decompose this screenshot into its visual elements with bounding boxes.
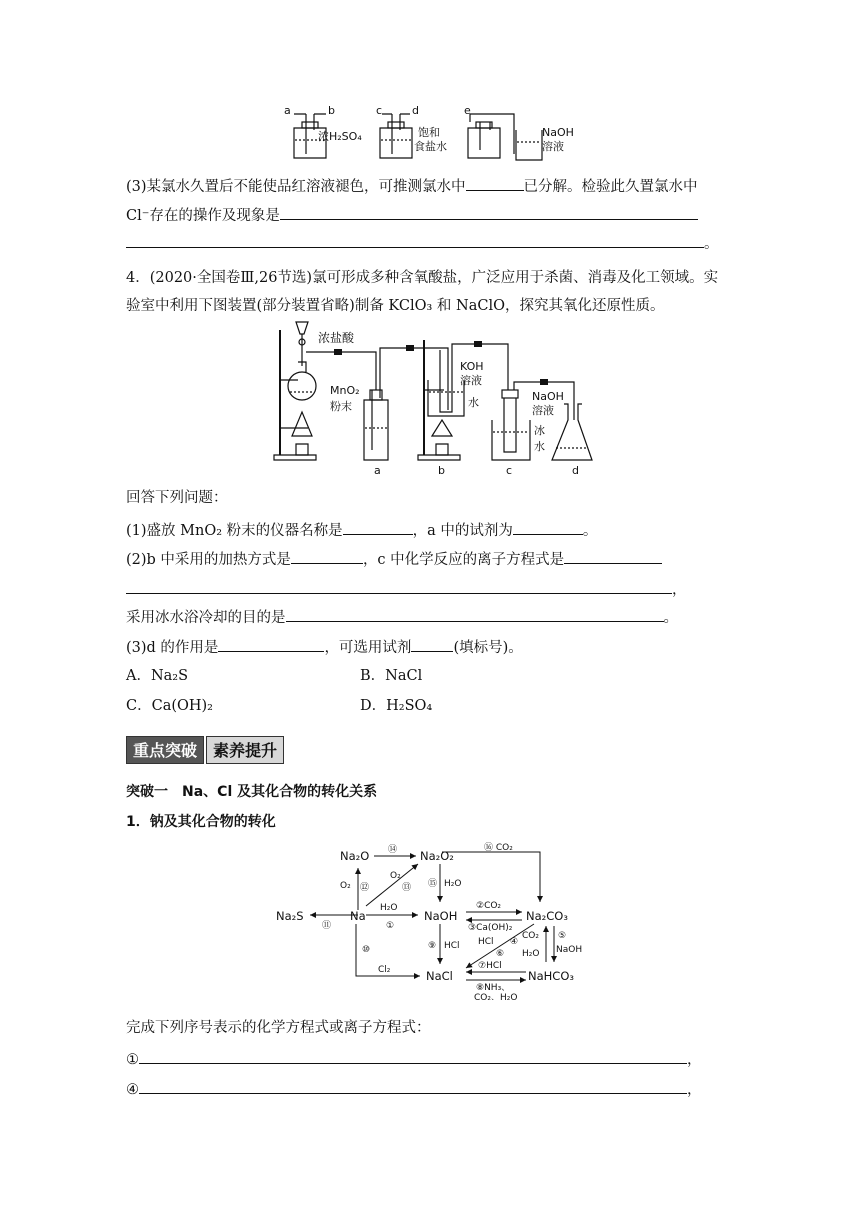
- sch-nacl: NaCl: [426, 969, 453, 983]
- banner-left: 重点突破: [126, 736, 204, 764]
- q4-option-c[interactable]: C．Ca(OH)₂: [126, 698, 213, 714]
- q3-line2: [126, 204, 698, 226]
- sch-r6: ⑥: [496, 949, 505, 959]
- fig-mno2-1: MnO₂: [330, 384, 360, 397]
- sch-r8: ⑧NH₃、: [476, 983, 511, 993]
- sch-r16: ⑯ CO₂: [484, 843, 513, 853]
- sch-na: Na: [350, 909, 366, 923]
- q4-apparatus-figure: [268, 320, 608, 478]
- q3-blank-3[interactable]: [126, 232, 704, 248]
- top-label-e: e: [464, 104, 471, 117]
- q4-p1-c: 。: [582, 523, 598, 539]
- sch-r15: ⑮: [428, 879, 438, 889]
- eq4-comma: ，: [687, 1082, 702, 1098]
- sch-r2: ②CO₂: [476, 901, 502, 911]
- sch-r11: ⑪: [322, 921, 332, 931]
- q4-option-a[interactable]: A．Na₂S: [126, 668, 189, 684]
- top-label-a: a: [284, 104, 291, 117]
- sch-hcl-b: HCl: [478, 937, 494, 947]
- top-label-b: b: [328, 104, 335, 117]
- eq4-label: ④: [126, 1082, 139, 1098]
- sch-naoh: NaOH: [424, 909, 458, 923]
- fig-label-b: b: [438, 464, 445, 477]
- q4-p3: [126, 636, 523, 658]
- q4-line1: 4．(2020·全国卷Ⅲ,26节选)氯可形成多种含氧酸盐，广泛应用于杀菌、消毒及化工领域。实: [126, 270, 719, 286]
- q3-blank-2[interactable]: [280, 204, 698, 220]
- q3-end: 。: [704, 236, 719, 252]
- q4-p1-a: (1)盛放 MnO₂ 粉末的仪器名称是: [126, 523, 343, 539]
- subsection-title: 1．钠及其化合物的转化: [126, 814, 276, 830]
- sch-r1: ①: [386, 921, 395, 931]
- sch-r8b: CO₂、H₂O: [474, 993, 518, 1000]
- top-sat-salt-2: 食盐水: [414, 140, 447, 153]
- sch-r3: ③Ca(OH)₂: [468, 923, 513, 933]
- sodium-conversion-scheme: [270, 840, 600, 1000]
- fig-koh-1: KOH: [460, 360, 484, 373]
- fig-mno2-2: 粉末: [330, 400, 352, 413]
- eq1-blank[interactable]: [139, 1048, 687, 1064]
- top-apparatus-figure: [280, 100, 600, 166]
- fig-label-c: c: [506, 464, 513, 477]
- q4-p2-b: ，c 中化学反应的离子方程式是: [362, 552, 565, 568]
- sch-r13: ⑬: [402, 883, 412, 893]
- sch-h2o-b: H₂O: [444, 879, 462, 889]
- sch-o2a: O₂: [340, 881, 351, 891]
- sch-r9: ⑨: [428, 941, 437, 951]
- eq1-comma: ，: [687, 1052, 702, 1068]
- sch-r4: ④: [510, 937, 519, 947]
- sch-na2o: Na₂O: [340, 849, 370, 863]
- q4-p1-blank-2[interactable]: [513, 519, 583, 535]
- banner-right: 素养提升: [206, 736, 284, 764]
- q4-p2-e: 。: [663, 610, 678, 626]
- q3-text-a: (3)某氯水久置后不能使品红溶液褪色，可推测氯水中: [126, 179, 466, 195]
- q4-p2-blank-3[interactable]: [126, 578, 672, 594]
- sch-hcl-a: HCl: [444, 941, 460, 951]
- sch-r5: ⑤: [558, 931, 567, 941]
- q4-answer-intro: 回答下列问题：: [126, 490, 228, 506]
- sch-na2o2: Na₂O₂: [420, 849, 454, 863]
- q3-blank-1[interactable]: [466, 175, 524, 191]
- q4-p3-b: ，可选用试剂: [324, 640, 412, 656]
- fig-label-a: a: [374, 464, 381, 477]
- sch-r10: ⑩: [362, 945, 371, 955]
- fig-conc-hcl: 浓盐酸: [318, 331, 355, 345]
- eq1-line: [126, 1048, 702, 1070]
- q4-p3-blank-1[interactable]: [218, 636, 324, 652]
- fig-ice-1: 冰: [534, 424, 545, 437]
- q4-p1-b: ，a 中的试剂为: [412, 523, 513, 539]
- sch-r7: ⑦HCl: [478, 961, 502, 971]
- q4-p2: [126, 548, 662, 570]
- q3-text-b: 已分解。检验此久置氯水中: [523, 179, 698, 195]
- q4-p2-blank-1[interactable]: [291, 548, 363, 564]
- q4-p3-a: (3)d 的作用是: [126, 640, 219, 656]
- fig-naoh-2: 溶液: [532, 404, 554, 417]
- eq1-label: ①: [126, 1052, 139, 1068]
- q3-text-c: Cl⁻存在的操作及现象是: [126, 208, 280, 224]
- q4-p1: [126, 519, 597, 541]
- top-conc-h2so4: 浓H₂SO₄: [318, 130, 362, 143]
- sch-h2o-a: H₂O: [380, 903, 398, 913]
- q4-p1-blank-1[interactable]: [343, 519, 413, 535]
- sch-co2: CO₂: [522, 931, 539, 941]
- q4-p2-blank-4[interactable]: [286, 606, 664, 622]
- top-label-c: c: [376, 104, 383, 117]
- sch-nahco3: NaHCO₃: [528, 969, 574, 983]
- eq4-blank[interactable]: [139, 1078, 687, 1094]
- sch-na2s: Na₂S: [276, 909, 304, 923]
- q4-p2-line2: [126, 578, 687, 600]
- fig-koh-2: 溶液: [460, 374, 482, 387]
- sch-na2co3: Na₂CO₃: [526, 909, 568, 923]
- sch-naoh-r: NaOH: [556, 945, 583, 955]
- q4-p2-line3: [126, 606, 678, 628]
- sch-h2o-c: H₂O: [522, 949, 540, 959]
- q3-line3: [126, 232, 719, 254]
- top-sat-salt-1: 饱和: [418, 126, 440, 139]
- sch-r12: ⑫: [360, 883, 370, 893]
- q4-p3-c: (填标号)。: [453, 640, 523, 656]
- fig-naoh-1: NaOH: [532, 390, 564, 403]
- fig-ice-2: 水: [534, 440, 545, 453]
- top-label-d: d: [412, 104, 419, 117]
- q4-p2-blank-2[interactable]: [564, 548, 662, 564]
- top-naoh-1: NaOH: [542, 126, 574, 139]
- q4-p2-d: 采用冰水浴冷却的目的是: [126, 610, 286, 626]
- eq4-line: [126, 1078, 702, 1100]
- q4-p2-c: ，: [672, 582, 687, 598]
- complete-instruction: 完成下列序号表示的化学方程式或离子方程式：: [126, 1020, 431, 1036]
- q3-line1: [126, 175, 698, 197]
- sch-cl2: Cl₂: [378, 965, 391, 975]
- fig-water: 水: [468, 396, 479, 409]
- q4-line2: 验室中利用下图装置(部分装置省略)制备 KClO₃ 和 NaClO，探究其氧化还原性质。: [126, 298, 665, 314]
- section-banner: [126, 736, 284, 764]
- section-title: 突破一 Na、Cl 及其化合物的转化关系: [126, 784, 378, 800]
- q4-option-d[interactable]: D．H₂SO₄: [360, 698, 433, 714]
- fig-label-d: d: [572, 464, 579, 477]
- q4-option-b[interactable]: B．NaCl: [360, 668, 423, 684]
- sch-r14: ⑭: [388, 845, 398, 855]
- q4-p3-blank-2[interactable]: [411, 636, 453, 652]
- top-naoh-2: 溶液: [542, 140, 564, 153]
- sch-o2b: O₂: [390, 871, 401, 881]
- q4-p2-a: (2)b 中采用的加热方式是: [126, 552, 291, 568]
